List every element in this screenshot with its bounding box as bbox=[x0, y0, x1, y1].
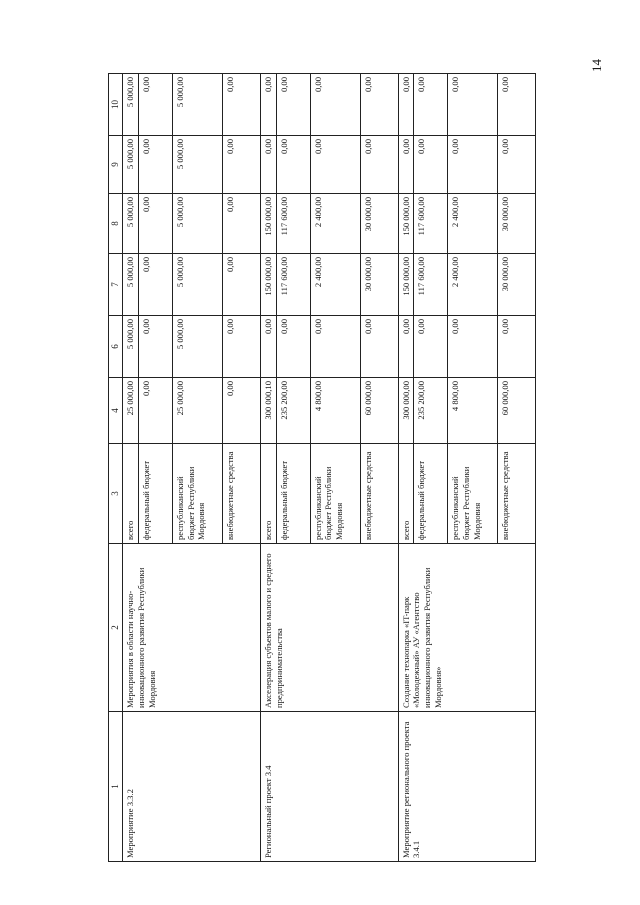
amount-cell: 0,00 bbox=[276, 316, 310, 378]
header-cell: 6 bbox=[109, 316, 123, 378]
amount-cell: 5 000,00 bbox=[172, 194, 222, 254]
amount-cell: 0,00 bbox=[310, 316, 360, 378]
amount-cell: 4 800,00 bbox=[448, 378, 498, 444]
amount-cell: 0,00 bbox=[276, 74, 310, 136]
amount-cell: 5 000,00 bbox=[172, 254, 222, 316]
amount-cell: 0,00 bbox=[414, 316, 448, 378]
amount-cell: 0,00 bbox=[398, 74, 414, 136]
amount-cell: 117 600,00 bbox=[414, 194, 448, 254]
amount-cell: 117 600,00 bbox=[276, 254, 310, 316]
amount-cell: 150 000,00 bbox=[398, 194, 414, 254]
funding-source-cell: всего bbox=[398, 444, 414, 544]
funding-source-cell: республиканский бюджет Республики Мордовия bbox=[448, 444, 498, 544]
amount-cell: 0,00 bbox=[414, 136, 448, 194]
header-cell: 7 bbox=[109, 254, 123, 316]
funding-source-cell: федеральный бюджет bbox=[414, 444, 448, 544]
funding-source-cell: внебюджетные средства bbox=[360, 444, 398, 544]
amount-cell: 2 400,00 bbox=[310, 194, 360, 254]
amount-cell: 60 000,00 bbox=[498, 378, 536, 444]
amount-cell: 0,00 bbox=[310, 136, 360, 194]
table-body bbox=[109, 74, 536, 862]
funding-source-cell: всего bbox=[260, 444, 276, 544]
funding-source-cell: внебюджетные средства bbox=[498, 444, 536, 544]
budget-table bbox=[108, 73, 536, 862]
funding-source-cell: республиканский бюджет Республики Мордовия bbox=[172, 444, 222, 544]
amount-cell: 0,00 bbox=[138, 378, 172, 444]
amount-cell: 0,00 bbox=[498, 74, 536, 136]
amount-cell: 0,00 bbox=[138, 136, 172, 194]
amount-cell: 0,00 bbox=[498, 316, 536, 378]
header-row bbox=[109, 74, 123, 862]
amount-cell: 0,00 bbox=[310, 74, 360, 136]
header-cell: 2 bbox=[109, 544, 123, 712]
amount-cell: 300 000,10 bbox=[260, 378, 276, 444]
header-cell: 9 bbox=[109, 136, 123, 194]
item-id-cell: Региональный проект 3.4 bbox=[260, 712, 398, 862]
amount-cell: 0,00 bbox=[448, 316, 498, 378]
amount-cell: 5 000,00 bbox=[123, 136, 139, 194]
amount-cell: 25 000,00 bbox=[123, 378, 139, 444]
amount-cell: 60 000,00 bbox=[360, 378, 398, 444]
amount-cell: 0,00 bbox=[414, 74, 448, 136]
amount-cell: 117 600,00 bbox=[276, 194, 310, 254]
amount-cell: 5 000,00 bbox=[123, 74, 139, 136]
amount-cell: 0,00 bbox=[398, 316, 414, 378]
amount-cell: 235 200,00 bbox=[276, 378, 310, 444]
amount-cell: 0,00 bbox=[360, 136, 398, 194]
rotated-table-container bbox=[108, 74, 535, 862]
header-cell: 3 bbox=[109, 444, 123, 544]
item-id-cell: Мероприятие регионального проекта 3.4.1 bbox=[398, 712, 536, 862]
amount-cell: 0,00 bbox=[138, 74, 172, 136]
amount-cell: 5 000,00 bbox=[123, 316, 139, 378]
amount-cell: 2 400,00 bbox=[448, 254, 498, 316]
funding-source-cell: республиканский бюджет Республики Мордовия bbox=[310, 444, 360, 544]
amount-cell: 0,00 bbox=[448, 74, 498, 136]
item-name-cell: Создание технопарка «IT-парк «Молодежный» АУ «Агентство инновационного развития Республики Мордовия» bbox=[398, 544, 536, 712]
amount-cell: 5 000,00 bbox=[172, 74, 222, 136]
amount-cell: 5 000,00 bbox=[123, 194, 139, 254]
amount-cell: 300 000,00 bbox=[398, 378, 414, 444]
amount-cell: 0,00 bbox=[260, 316, 276, 378]
table-row bbox=[123, 74, 139, 862]
amount-cell: 0,00 bbox=[222, 378, 260, 444]
amount-cell: 0,00 bbox=[260, 74, 276, 136]
amount-cell: 235 200,00 bbox=[414, 378, 448, 444]
amount-cell: 150 000,00 bbox=[398, 254, 414, 316]
amount-cell: 0,00 bbox=[398, 136, 414, 194]
header-cell: 1 bbox=[109, 712, 123, 862]
funding-source-cell: внебюджетные средства bbox=[222, 444, 260, 544]
amount-cell: 0,00 bbox=[276, 136, 310, 194]
amount-cell: 30 000,00 bbox=[498, 254, 536, 316]
amount-cell: 0,00 bbox=[138, 254, 172, 316]
table-row bbox=[260, 74, 276, 862]
amount-cell: 5 000,00 bbox=[172, 316, 222, 378]
amount-cell: 0,00 bbox=[448, 136, 498, 194]
amount-cell: 5 000,00 bbox=[123, 254, 139, 316]
amount-cell: 0,00 bbox=[222, 194, 260, 254]
amount-cell: 5 000,00 bbox=[172, 136, 222, 194]
amount-cell: 117 600,00 bbox=[414, 254, 448, 316]
funding-source-cell: федеральный бюджет bbox=[276, 444, 310, 544]
amount-cell: 2 400,00 bbox=[310, 254, 360, 316]
amount-cell: 0,00 bbox=[138, 316, 172, 378]
page-number: 14 bbox=[589, 59, 604, 72]
amount-cell: 30 000,00 bbox=[360, 254, 398, 316]
amount-cell: 0,00 bbox=[222, 136, 260, 194]
amount-cell: 4 800,00 bbox=[310, 378, 360, 444]
amount-cell: 0,00 bbox=[260, 136, 276, 194]
amount-cell: 150 000,00 bbox=[260, 254, 276, 316]
amount-cell: 0,00 bbox=[222, 316, 260, 378]
amount-cell: 0,00 bbox=[360, 316, 398, 378]
funding-source-cell: федеральный бюджет bbox=[138, 444, 172, 544]
item-name-cell: Акселерация субъектов малого и среднего предпринимательства bbox=[260, 544, 398, 712]
header-cell: 10 bbox=[109, 74, 123, 136]
item-id-cell: Мероприятие 3.3.2 bbox=[123, 712, 261, 862]
amount-cell: 2 400,00 bbox=[448, 194, 498, 254]
amount-cell: 25 000,00 bbox=[172, 378, 222, 444]
header-cell: 4 bbox=[109, 378, 123, 444]
amount-cell: 0,00 bbox=[138, 194, 172, 254]
item-name-cell: Мероприятия в области научно-инновационного развития Республики Мордовия bbox=[123, 544, 261, 712]
amount-cell: 0,00 bbox=[222, 74, 260, 136]
amount-cell: 30 000,00 bbox=[360, 194, 398, 254]
amount-cell: 0,00 bbox=[360, 74, 398, 136]
header-cell: 8 bbox=[109, 194, 123, 254]
amount-cell: 0,00 bbox=[498, 136, 536, 194]
amount-cell: 30 000,00 bbox=[498, 194, 536, 254]
amount-cell: 0,00 bbox=[222, 254, 260, 316]
amount-cell: 150 000,00 bbox=[260, 194, 276, 254]
funding-source-cell: всего bbox=[123, 444, 139, 544]
table-row bbox=[398, 74, 414, 862]
